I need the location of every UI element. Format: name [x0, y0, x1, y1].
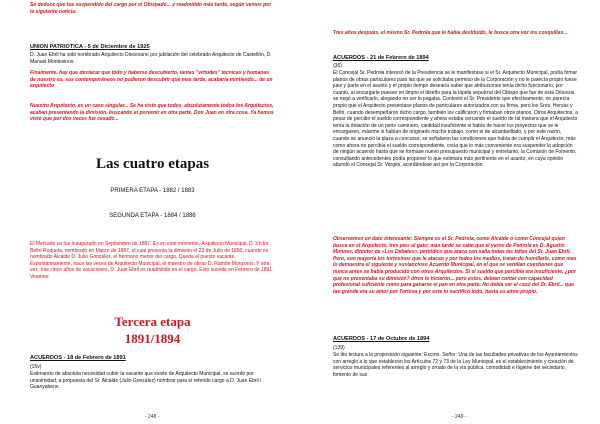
entry-number: (36): [333, 63, 342, 69]
entry-number: (139): [333, 345, 345, 351]
right-page: [333, 0, 578, 424]
entry-number: (15v): [30, 364, 42, 370]
commentary: Nuestro Arquitecto, es un caso singular... Se ha visto que todos, absolutamente todos los Arquitectos, acaban presentando la dimisión, buscando el porvenir en otra parte. Don Juan en otra cosa. Ya hemos visto que por dos veces fue cesado...: [30, 103, 274, 123]
body-text: Se dio lectura a la proposición siguiente: Excmo. Señor: Una de las facultades privativas de los Ayuntamientos con arreglo a lo que establecen los Artículos 72 y 73 de la Ley Municipal, es el establecimiento y creación de servicios municipales referentes al arreglo y ornato de la vía pública, comodidad e higiene del vecindario, fomento de sus: [333, 352, 578, 378]
commentary: Observemos un dato interesante: Siempre es el Sr. Pedrola, como Alcalde o como Concejal quien busca en el Arquitecto, tres pies al gato; más tarde se sabe que el yerno de Pedrola es D. Agustín Monnes, director de «Los Debates», periódico que ataca con saña todas las faltas del Sr. Juan Ebril. Pero, son mayoría los tortosinos que le atacan y por todos los medios, tratan de humillarle, como mas lo demuestra el siguiente y sustancioso Acuerdo Municipal, en el que se ventilan cuestiones que nunca antes se había producido con otros Arquitectos. Si el sueldo que percibía era insuficiente, ¿por que no presentaba su dimisión? ótros lo hicieron... pero éstos, debían contar con capacidad profesional suficiente como para ganarse el pan en otra parte. No debía ser el caso del Sr. Ebril... que tan grande era su amor por Tortosa y por este lo sacrificó todo, hasta su amor propio.: [333, 236, 577, 295]
section-heading: ACUERDOS - 18 de Febrero de 1891: [30, 355, 126, 361]
commentary: El Mercado ya fue inaugurado en Septiembre de 1887. Es en este momento, Arquitecto Municipal, D. Víctor Beltrí Roqueta, nombrado en Marzo de 1887, el cual presenta la dimisión el 23 de Julio de 1890, cuando es nombrado Alcalde D. Julio González, el hermano menor del cargo. Queda el puesto vacante. Espontáneamente, hace las veces de Arquitecto Municipal, el maestro de obras D. Ramón Monzonís. Y otra vez, tras cinco años de vacaciones, D. Juan Ebril es readmitido en el cargo. Esto sucede en Febrero de 1891. Veamos:: [30, 241, 274, 280]
stage-heading: PRIMERA ETAPA - 1882 / 1883: [110, 188, 195, 194]
body-text: D. Juan Ebrll ha sido nombrado Arquitecto Diocesano por jubilación del celebrado Arquitecto de Castellón, D. Manuel Montesinos.: [30, 52, 272, 65]
chapter-title: Las cuatro etapas: [95, 156, 210, 172]
section-heading: ACUERDOS - 21 de Febrero de 1894: [333, 55, 429, 61]
page-number: - 249 -: [452, 414, 467, 420]
page-number: - 248 -: [145, 414, 160, 420]
chapter-years: 1891/1894: [124, 331, 181, 346]
section-heading: UNION PATRIOTICA - 5 de Diciembre de 1925: [30, 44, 150, 50]
intro-note: Se deduce que fue suspendido del cargo por el Obispado... y readmitido más tarde, según vemos por la siguiente noticia:: [30, 2, 272, 15]
intro-note: Tres años después, el mismo Sr. Pedrola que le había destituido, le busca otra vez los cosquillas...: [333, 30, 568, 36]
stage-heading: SEGUNDA ETAPA - 1884 / 1886: [109, 213, 196, 219]
commentary: Finalmente, hay que destacar que todo y haberse descubierto, tantas "virtudes" técnicas y humanas de nuestro ex, sus contemporáneos no pudieron descubrir que mas tarde, acabaría mintiendo... de un arquitecto: [30, 70, 273, 90]
body-text: Estimando de absoluta necesidad cubrir la vacante que existe de Arquitecto Municipal, se acordó por unanimidad, a propuesta del Sr. Alcalde (Julio González) nombrar para el referido cargo a D. Juan Ebril i Guanyabens.: [30, 371, 262, 391]
chapter-title: Tercera etapa: [114, 314, 191, 329]
body-text: El Concejal Sr. Pedrola interesó de la Presidencia se le manifestase si el Sr. Arquitecto Municipal, podía firmar planos de obras particulares para las que se solicitaba permiso de la Corporación y no le parecía propio fuese juez y parte en el asunto y el propio tiempo desearía saber que atribuciones tenía dicho funcionario, por cuanto, al encargarle puesse en limpio el diseño para la lápida sepulcral del Obispo que fue de esta Diócesis, se negó a verificarlo, alegando no ser lo pagaba. Contestó el Sr. Presidente que efectivamente, no parecía propio que el Arquitecto presentase planos de particulares autorizados con su firma, pero los Sres. Hervás y Beltri, cuando desempeñaron dicho cargo, también los calificaron y firmaban otros planos. Otros Arquitectos, a pesar de percibir el sueldo correspondiente y ahora estaba cercando el sueldo de tal manera que el Arquitecto tenía la dotación de un peón caminero, cantidad insuficiente si había de hacer los proyectos que se le encargasen, máxime si habían de originarle mucho trabajo, como el de alcantarillado, y por este razón, cuando se anunció la plaza a concurso, se señalaron las condiciones que había de cumplir el Arquitecto, más como ahora no percibía el sueldo correspondiente, creía que lo más conveniente era suspender la adopción de ningún acuerdo hasta que se formase nuevo presupuesto municipal y entretanto, la Comisión de Fomento, consultando antecedentes podía proponer lo que estimara más pertinente en el asunto, en cuya opinión abundó el Concejal Sr. Vergés, acordándose así por la Corporación.: [333, 70, 578, 169]
left-page: [30, 0, 275, 424]
section-heading: ACUERDOS - 17 de Octubre de 1894: [333, 336, 430, 342]
